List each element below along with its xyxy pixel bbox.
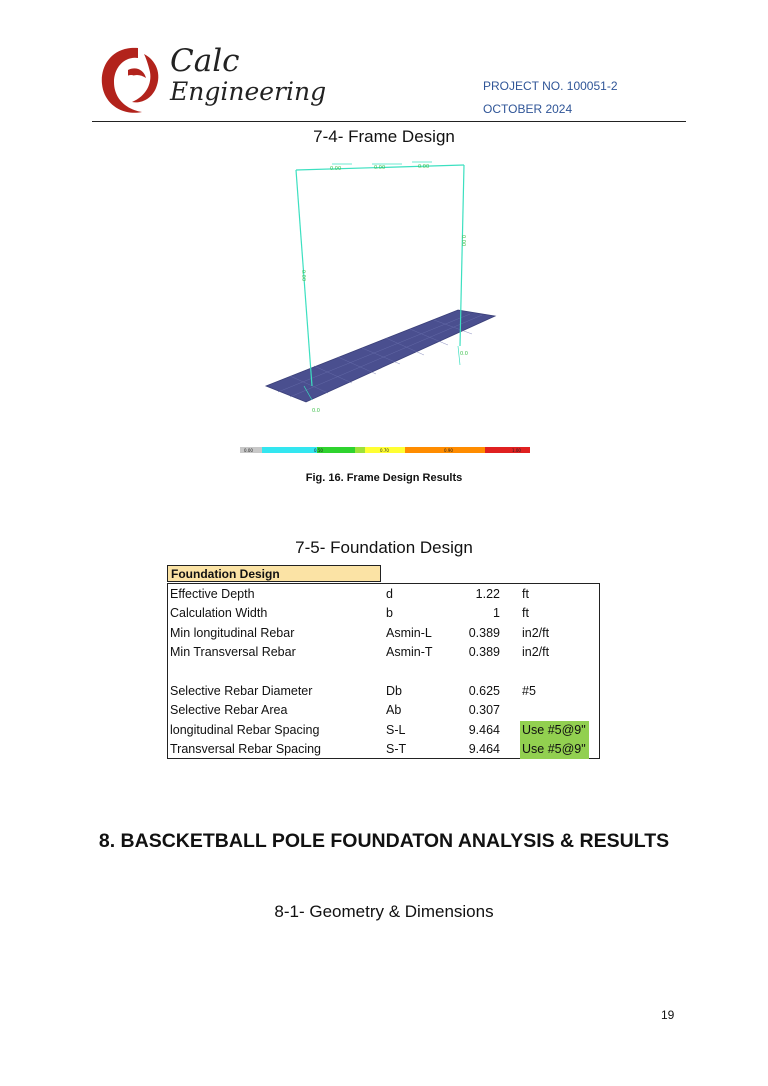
row-unit: in2/ft: [522, 645, 550, 659]
project-number: PROJECT NO. 100051-2: [483, 79, 618, 93]
row-unit: #5: [522, 684, 536, 698]
page-number: 19: [661, 1008, 675, 1022]
row-symbol: Asmin-L: [386, 626, 432, 640]
row-label: Selective Rebar Area: [170, 703, 288, 717]
row-symbol: Ab: [386, 703, 402, 717]
row-value: 1: [493, 606, 500, 620]
svg-text:0.0: 0.0: [460, 351, 468, 357]
row-symbol: Asmin-T: [386, 645, 433, 659]
row-label: Effective Depth: [170, 587, 255, 601]
svg-text:0.0: 0.0: [312, 408, 320, 414]
row-label: longitudinal Rebar Spacing: [170, 723, 320, 737]
table-row: [168, 740, 599, 759]
svg-text:0.70: 0.70: [380, 448, 389, 453]
logo-wordmark: [170, 43, 327, 106]
section-title-frame-design: 7-4- Frame Design: [313, 127, 455, 146]
chapter-heading: 8. BASCKETBALL POLE FOUNDATON ANALYSIS & RESULTS: [98, 830, 670, 852]
row-value: 0.307: [468, 703, 500, 717]
table-row: [168, 643, 599, 662]
svg-text:0.00: 0.00: [374, 165, 386, 171]
row-value: 0.389: [468, 626, 500, 640]
company-logo-icon: [98, 44, 164, 116]
row-value: 0.389: [468, 645, 500, 659]
table-row: [168, 682, 599, 701]
row-symbol: Db: [386, 684, 402, 698]
row-label: Min Transversal Rebar: [170, 645, 296, 659]
row-unit: ft: [522, 587, 529, 601]
svg-text:0.90: 0.90: [444, 448, 453, 453]
svg-text:0.50: 0.50: [314, 448, 323, 453]
spacing-result-badge: Use #5@9": [520, 740, 589, 759]
svg-text:0.00: 0.00: [300, 269, 307, 282]
row-value: 0.625: [468, 684, 500, 698]
row-symbol: S-L: [386, 723, 406, 737]
table-row: [168, 604, 599, 623]
svg-text:1.00: 1.00: [512, 448, 521, 453]
table-row: [168, 721, 599, 740]
foundation-design-table: [167, 583, 600, 759]
table-row: [168, 701, 599, 720]
logo-line-2: Engineering: [170, 77, 327, 106]
row-unit: ft: [522, 606, 529, 620]
row-symbol: d: [386, 587, 393, 601]
frame-design-figure: [232, 150, 542, 460]
row-value: 1.22: [475, 587, 500, 601]
section-title-foundation-design: 7-5- Foundation Design: [295, 538, 473, 557]
section-title-geometry: 8-1- Geometry & Dimensions: [274, 902, 494, 921]
report-date: OCTOBER 2024: [483, 102, 573, 116]
row-symbol: b: [386, 606, 393, 620]
table-title: Foundation Design: [167, 565, 381, 582]
row-label: Selective Rebar Diameter: [170, 684, 313, 698]
row-value: 9.464: [468, 723, 500, 737]
svg-text:0.00: 0.00: [418, 164, 430, 170]
table-row: [168, 624, 599, 643]
svg-text:0.00: 0.00: [330, 166, 342, 172]
row-symbol: S-T: [386, 742, 407, 756]
row-label: Min longitudinal Rebar: [170, 626, 295, 640]
row-value: 9.464: [468, 742, 500, 756]
table-row: [168, 585, 599, 604]
svg-text:0.00: 0.00: [244, 448, 253, 453]
row-label: Transversal Rebar Spacing: [170, 742, 321, 756]
spacing-result-badge: Use #5@9": [520, 721, 589, 740]
figure-caption: Fig. 16. Frame Design Results: [305, 472, 463, 484]
row-label: Calculation Width: [170, 606, 268, 620]
header-rule: [92, 121, 686, 122]
row-unit: in2/ft: [522, 626, 550, 640]
logo-line-1: Calc: [170, 43, 240, 79]
svg-text:0.00: 0.00: [460, 235, 466, 247]
